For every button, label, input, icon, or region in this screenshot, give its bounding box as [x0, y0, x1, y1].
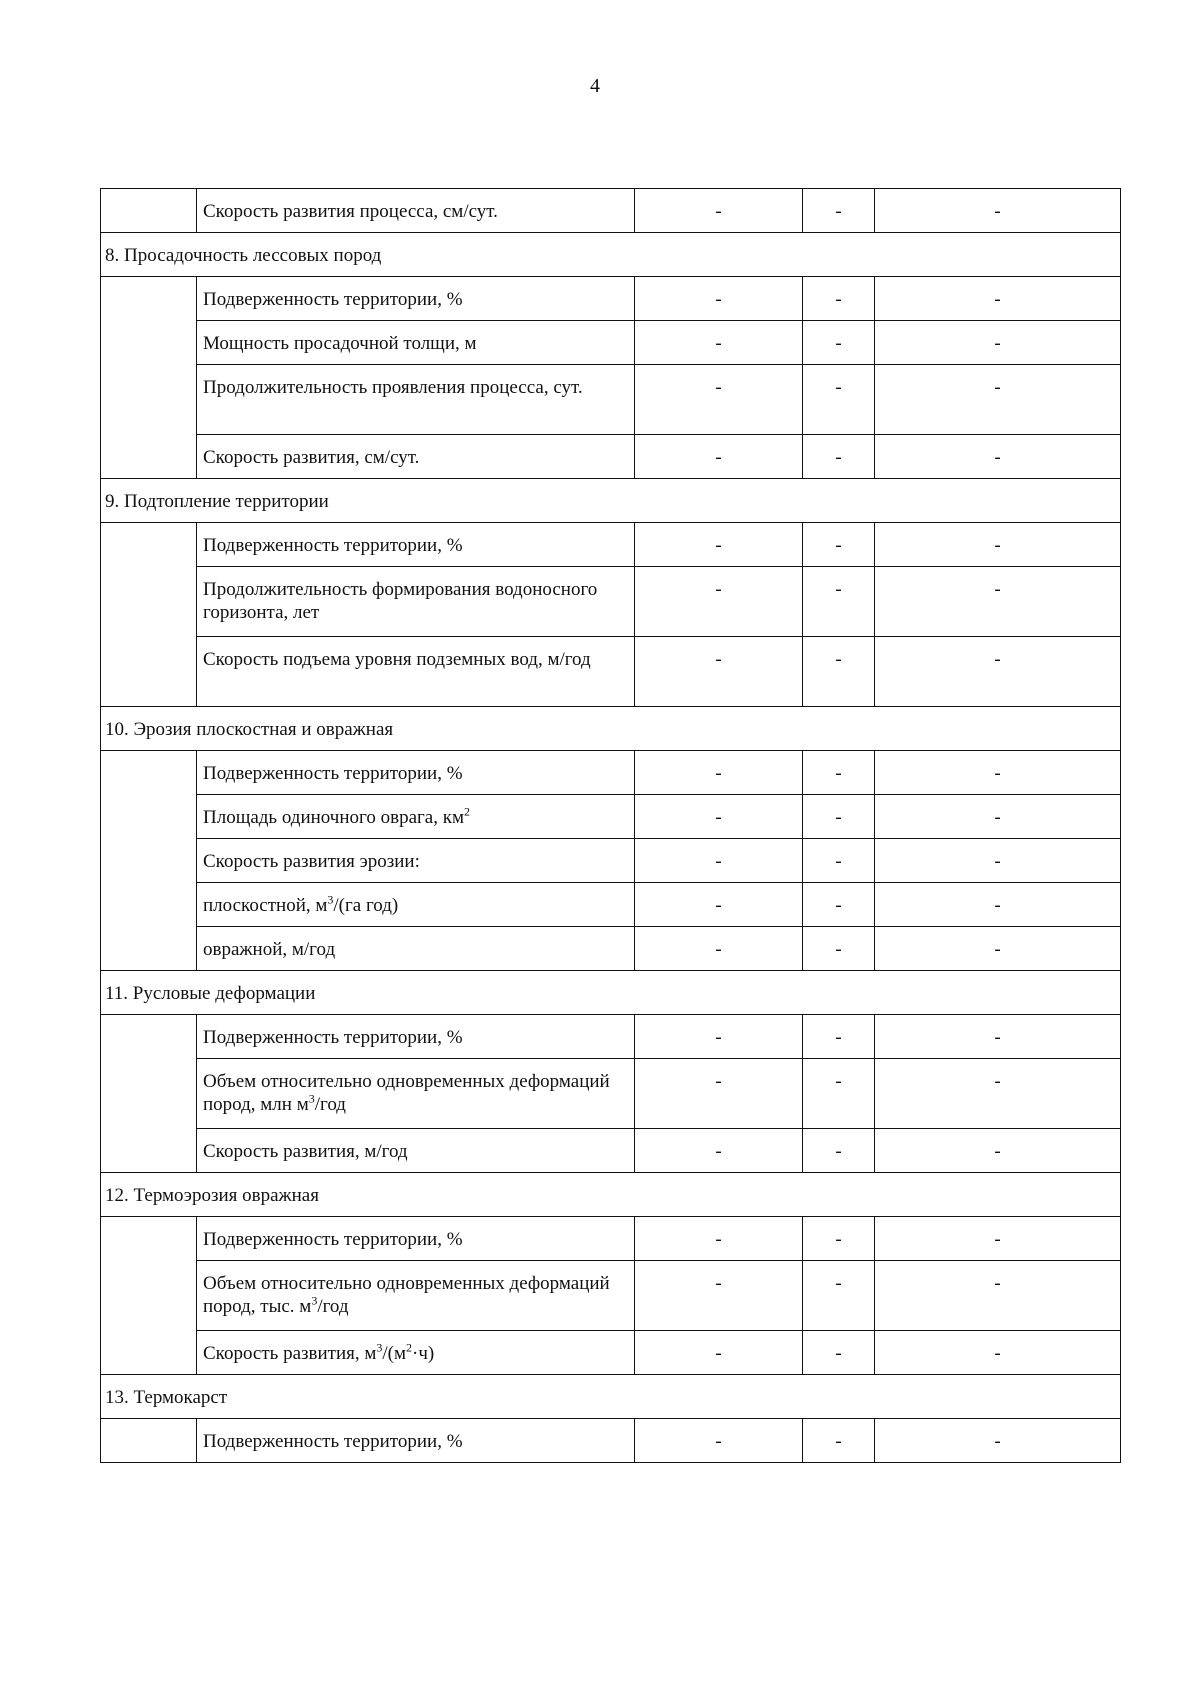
table-row — [101, 1217, 1121, 1261]
unit-exponent: 2 — [406, 1340, 413, 1355]
section-row — [101, 1173, 1121, 1217]
value-cell-3: - — [875, 1419, 1121, 1463]
value-cell-3: - — [875, 751, 1121, 795]
value-cell-2: - — [803, 1129, 875, 1173]
value-cell-1: - — [635, 839, 803, 883]
table-row — [101, 751, 1121, 795]
value-cell-1: - — [635, 1261, 803, 1331]
parameter-label: Скорость развития, м/год — [197, 1129, 635, 1173]
indent-cell — [101, 1419, 197, 1463]
value-cell-1: - — [635, 1059, 803, 1129]
value-cell-1: - — [635, 523, 803, 567]
indent-cell — [101, 1015, 197, 1173]
unit-exponent: 2 — [464, 804, 470, 819]
value-cell-3: - — [875, 883, 1121, 927]
value-cell-1: - — [635, 1419, 803, 1463]
value-cell-3: - — [875, 839, 1121, 883]
parameter-label — [197, 1261, 635, 1331]
value-cell-3: - — [875, 1059, 1121, 1129]
value-cell-2: - — [803, 1331, 875, 1375]
indent-cell — [101, 523, 197, 707]
parameter-label: Подверженность территории, % — [197, 1419, 635, 1463]
label-text: Объем относительно одновременных деформаций пород, млн м — [203, 1071, 610, 1115]
table-row — [101, 567, 1121, 637]
section-row — [101, 707, 1121, 751]
section-row — [101, 971, 1121, 1015]
table-row — [101, 1015, 1121, 1059]
section-title: 12. Термоэрозия овражная — [101, 1173, 1121, 1217]
parameter-label: Подверженность территории, % — [197, 751, 635, 795]
unit-exponent: 3 — [311, 1293, 318, 1308]
value-cell-2: - — [803, 567, 875, 637]
value-cell-3: - — [875, 189, 1121, 233]
table-row — [101, 637, 1121, 707]
section-title: 11. Русловые деформации — [101, 971, 1121, 1015]
indent-cell — [101, 277, 197, 479]
value-cell-3: - — [875, 567, 1121, 637]
page-number: 4 — [590, 75, 600, 97]
value-cell-1: - — [635, 277, 803, 321]
value-cell-2: - — [803, 883, 875, 927]
value-cell-2: - — [803, 1419, 875, 1463]
table-row — [101, 1331, 1121, 1375]
parameter-label — [197, 1331, 635, 1375]
value-cell-1: - — [635, 321, 803, 365]
value-cell-2: - — [803, 277, 875, 321]
value-cell-2: - — [803, 795, 875, 839]
value-cell-2: - — [803, 1261, 875, 1331]
parameter-label — [197, 1059, 635, 1129]
label-text-suffix: /(га год) — [333, 895, 399, 916]
label-text: Скорость развития, м — [203, 1343, 377, 1364]
value-cell-3: - — [875, 795, 1121, 839]
table-row — [101, 883, 1121, 927]
value-cell-3: - — [875, 321, 1121, 365]
value-cell-1: - — [635, 637, 803, 707]
value-cell-1: - — [635, 795, 803, 839]
unit-exponent: 3 — [327, 892, 334, 907]
value-cell-3: - — [875, 523, 1121, 567]
value-cell-1: - — [635, 435, 803, 479]
parameter-label: Подверженность территории, % — [197, 1217, 635, 1261]
parameter-label: Подверженность территории, % — [197, 277, 635, 321]
parameter-label — [197, 795, 635, 839]
value-cell-2: - — [803, 1015, 875, 1059]
value-cell-2: - — [803, 1059, 875, 1129]
parameter-label: Продолжительность формирования водоносного горизонта, лет — [197, 567, 635, 637]
parameter-label: Скорость развития процесса, см/сут. — [197, 189, 635, 233]
value-cell-2: - — [803, 927, 875, 971]
value-cell-1: - — [635, 751, 803, 795]
indent-cell — [101, 1217, 197, 1375]
parameter-label: овражной, м/год — [197, 927, 635, 971]
table-row — [101, 927, 1121, 971]
value-cell-3: - — [875, 1129, 1121, 1173]
parameter-label: Мощность просадочной толщи, м — [197, 321, 635, 365]
value-cell-2: - — [803, 637, 875, 707]
value-cell-3: - — [875, 1217, 1121, 1261]
label-text-mid: /(м — [382, 1343, 407, 1364]
value-cell-1: - — [635, 1331, 803, 1375]
parameter-label: Скорость подъема уровня подземных вод, м/год — [197, 637, 635, 707]
table-row — [101, 1261, 1121, 1331]
label-text: Площадь одиночного оврага, км — [203, 807, 464, 828]
value-cell-1: - — [635, 189, 803, 233]
unit-exponent: 3 — [376, 1340, 383, 1355]
value-cell-1: - — [635, 1217, 803, 1261]
value-cell-2: - — [803, 321, 875, 365]
value-cell-1: - — [635, 567, 803, 637]
section-row — [101, 233, 1121, 277]
value-cell-1: - — [635, 1015, 803, 1059]
value-cell-3: - — [875, 927, 1121, 971]
value-cell-3: - — [875, 277, 1121, 321]
parameter-label: Подверженность территории, % — [197, 523, 635, 567]
value-cell-2: - — [803, 751, 875, 795]
label-text: Объем относительно одновременных деформаций пород, тыс. м — [203, 1273, 610, 1317]
table-row — [101, 277, 1121, 321]
section-title: 8. Просадочность лессовых пород — [101, 233, 1121, 277]
table-row — [101, 1129, 1121, 1173]
value-cell-1: - — [635, 927, 803, 971]
section-title: 9. Подтопление территории — [101, 479, 1121, 523]
table-row — [101, 1419, 1121, 1463]
table-row — [101, 795, 1121, 839]
indent-cell — [101, 189, 197, 233]
section-title: 13. Термокарст — [101, 1375, 1121, 1419]
table-row — [101, 365, 1121, 435]
value-cell-1: - — [635, 1129, 803, 1173]
value-cell-3: - — [875, 435, 1121, 479]
value-cell-3: - — [875, 365, 1121, 435]
parameter-label: Подверженность территории, % — [197, 1015, 635, 1059]
value-cell-3: - — [875, 1015, 1121, 1059]
section-row — [101, 1375, 1121, 1419]
table-row — [101, 189, 1121, 233]
value-cell-2: - — [803, 839, 875, 883]
table-row — [101, 435, 1121, 479]
value-cell-2: - — [803, 189, 875, 233]
unit-exponent: 3 — [308, 1091, 315, 1106]
value-cell-2: - — [803, 365, 875, 435]
table-row — [101, 321, 1121, 365]
hazard-parameters-table — [100, 188, 1121, 1463]
label-text-suffix: /год — [317, 1296, 349, 1317]
section-title: 10. Эрозия плоскостная и овражная — [101, 707, 1121, 751]
parameter-label — [197, 883, 635, 927]
label-text-suffix: ·ч) — [412, 1343, 435, 1364]
label-text-suffix: /год — [314, 1094, 346, 1115]
value-cell-2: - — [803, 435, 875, 479]
value-cell-1: - — [635, 883, 803, 927]
table-row — [101, 1059, 1121, 1129]
parameter-label: Скорость развития эрозии: — [197, 839, 635, 883]
indent-cell — [101, 751, 197, 971]
value-cell-3: - — [875, 637, 1121, 707]
value-cell-2: - — [803, 523, 875, 567]
value-cell-2: - — [803, 1217, 875, 1261]
parameter-label: Скорость развития, см/сут. — [197, 435, 635, 479]
label-text: плоскостной, м — [203, 895, 328, 916]
parameter-label: Продолжительность проявления процесса, сут. — [197, 365, 635, 435]
value-cell-3: - — [875, 1261, 1121, 1331]
value-cell-1: - — [635, 365, 803, 435]
section-row — [101, 479, 1121, 523]
table-row — [101, 839, 1121, 883]
table-row — [101, 523, 1121, 567]
value-cell-3: - — [875, 1331, 1121, 1375]
